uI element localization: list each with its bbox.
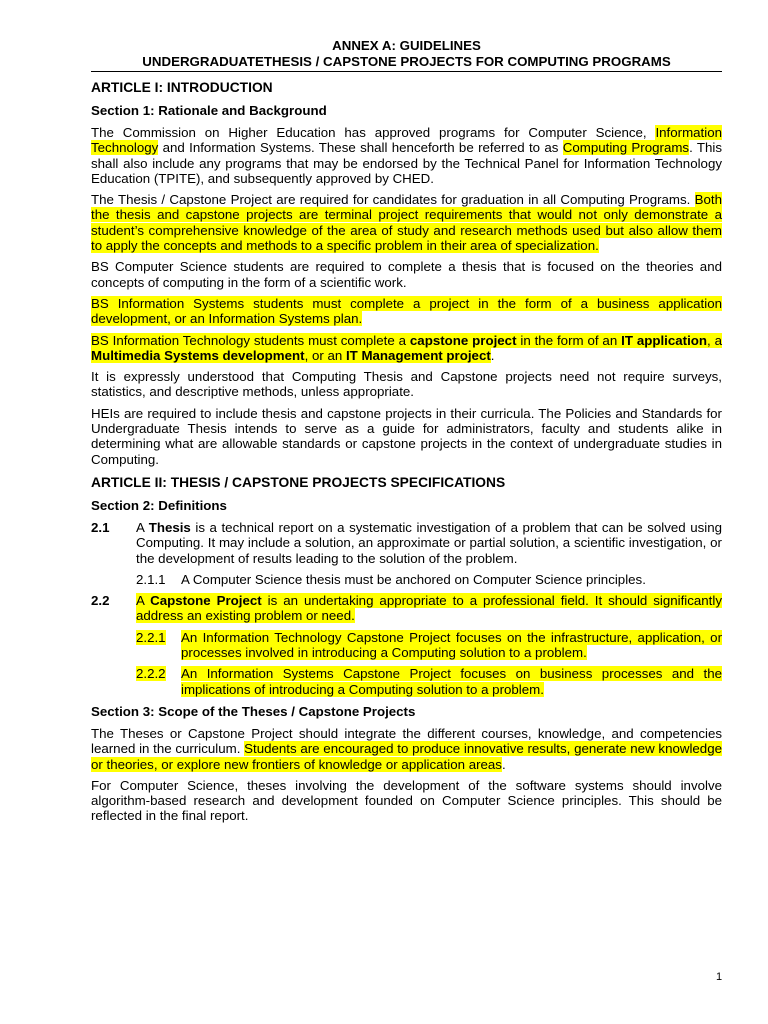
article-1-heading: ARTICLE I: INTRODUCTION: [91, 80, 273, 95]
definition-2-2: 2.2 A Capstone Project is an undertaking appropriate to a professional field. It should significantly address an existing problem or need.: [91, 593, 722, 624]
definition-2-2-2: 2.2.2 An Information Systems Capstone Project focuses on business processes and the implications of introducing a Computing solution to a problem.: [136, 666, 722, 697]
highlight: Computing Programs: [562, 140, 690, 156]
paragraph-scope: The Theses or Capstone Project should integrate the different courses, knowledge, and competencies learned in the curriculum. Students are encouraged to produce innovative results, generate new knowledge or theories, or explore new frontiers of knowledge or application areas.: [91, 725, 722, 772]
highlight: BS Information Systems students must complete a project in the form of a business application development, or an Information Systems plan.: [91, 295, 722, 327]
highlight: BS Information Technology students must complete a capstone project in the form of an IT application, a Multimedia Systems development, or an IT Management project: [91, 332, 722, 363]
highlight: A Capstone Project is an undertaking appropriate to a professional field. It should significantly address an existing problem or need.: [136, 593, 722, 624]
annex-title: ANNEX A: GUIDELINES: [332, 38, 481, 53]
section-2-heading: Section 2: Definitions: [91, 497, 227, 513]
highlight: Both the thesis and capstone projects are terminal project requirements that would not only demonstrate a student’s comprehensive knowledge of the area of study and research methods used but also allow them to apply the concepts and methods to a specific problem in their area of specialization.: [91, 192, 722, 254]
paragraph-thesis-requirement: The Thesis / Capstone Project are required for candidates for graduation in all Computing Programs. Both the thesis and capstone projects are terminal project requirements that would not only demonstrate a student’s comprehensive knowledge of the area of study and research methods used but also allow them to apply the concepts and methods to a specific problem in their area of specialization.: [91, 192, 722, 254]
page-number: 1: [716, 971, 723, 983]
definition-2-1-1: 2.1.1 A Computer Science thesis must be anchored on Computer Science principles.: [136, 571, 646, 587]
paragraph-bsis: [91, 296, 722, 327]
section-1-heading: Section 1: Rationale and Background: [91, 103, 327, 118]
paragraph-surveys: It is expressly understood that Computing Thesis and Capstone projects need not require surveys, statistics, and descriptive methods, unless appropriate.: [91, 369, 722, 400]
paragraph-bsit: BS Information Technology students must complete a capstone project in the form of an IT application, a Multimedia Systems development, or an IT Management project.: [91, 332, 722, 363]
highlight: Information Technology: [91, 125, 722, 156]
article-2-heading: ARTICLE II: THESIS / CAPSTONE PROJECTS SPECIFICATIONS: [91, 474, 506, 490]
paragraph-cs-theses: For Computer Science, theses involving the development of the software systems should involve algorithm-based research and development founded on Computer Science principles. This should be reflected in the final report.: [91, 777, 722, 824]
highlight: Students are encouraged to produce innovative results, generate new knowledge or theories, or explore new frontiers of knowledge or application areas: [91, 741, 722, 772]
header-rule: [91, 71, 722, 72]
document-page: [91, 38, 722, 824]
paragraph-heis: HEIs are required to include thesis and capstone projects in their curricula. The Policies and Standards for Undergraduate Thesis intends to serve as a guide for administrators, faculty and students alike in determining what are allowable standards or capstone projects in the context of undergraduate studies in Computing.: [91, 405, 722, 467]
definition-2-1: 2.1 A Thesis is a technical report on a systematic investigation of a problem that can be solved using Computing. It may include a solution, an approximate or partial solution, a scientific investigation, or the development of results leading to the solution of the problem.: [91, 519, 722, 566]
definition-2-2-1: 2.2.1 An Information Technology Capstone Project focuses on the infrastructure, application, or processes involved in introducing a Computing solution to a problem.: [136, 629, 722, 661]
paragraph-bscs: BS Computer Science students are required to complete a thesis that is focused on the theories and concepts of computing in the form of a scientific work.: [91, 259, 722, 290]
section-3-heading: Section 3: Scope of the Theses / Capstone Projects: [91, 703, 416, 719]
document-title: UNDERGRADUATETHESIS / CAPSTONE PROJECTS FOR COMPUTING PROGRAMS: [142, 53, 671, 69]
paragraph-rationale: The Commission on Higher Education has approved programs for Computer Science, Information Technology and Information Systems. These shall henceforth be referred to as Computing Programs. This shall also include any programs that may be endorsed by the Technical Panel for Information Technology Education (TPITE), and subsequently approved by CHED.: [91, 125, 722, 186]
